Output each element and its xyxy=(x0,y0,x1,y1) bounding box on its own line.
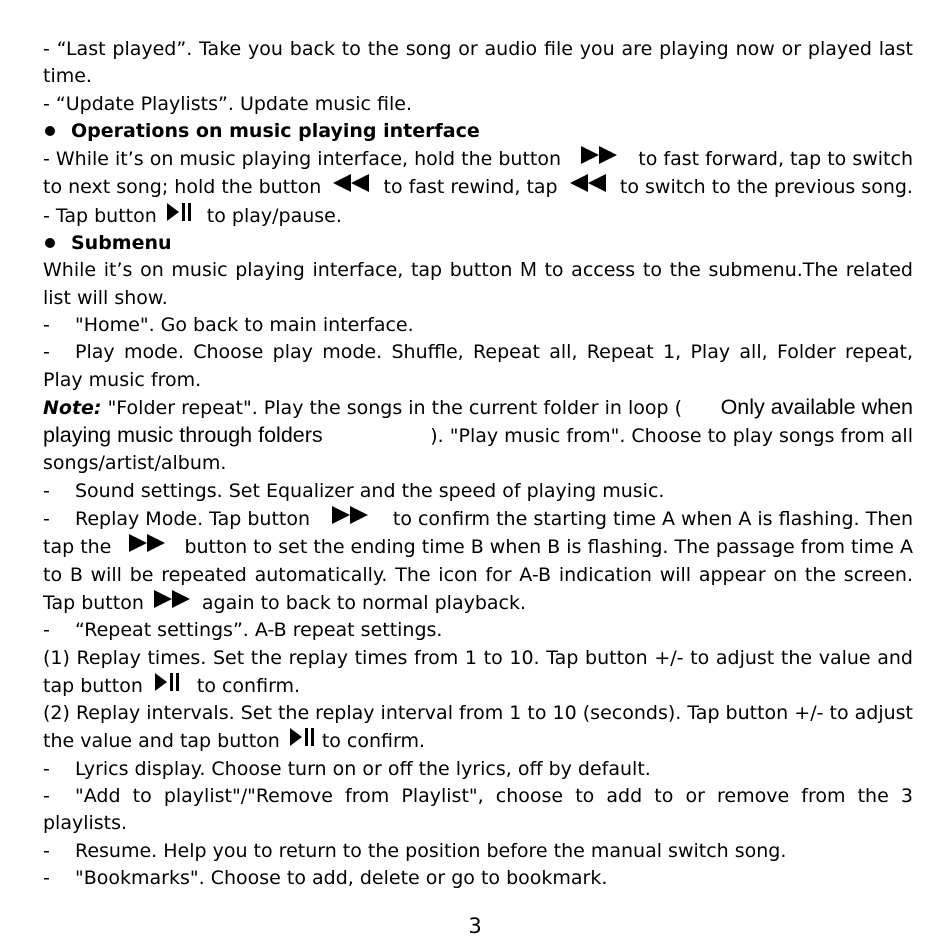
rewind-icon xyxy=(333,173,371,193)
section-heading: Operations on music playing interface xyxy=(43,118,913,145)
text-line: (2) Replay intervals. Set the replay interval from 1 to 10 (seconds). Tap button +/- to adjust xyxy=(43,702,913,725)
text-line: - “Update Playlists”. Update music file. xyxy=(43,92,412,115)
text-line: - “Last played”. Take you back to the song or audio file you are playing now or played last xyxy=(43,38,913,60)
fast-forward-icon xyxy=(332,505,370,525)
text-line: Note: "Folder repeat". Play the songs in the current folder in loop ( Only available when xyxy=(43,394,913,419)
text-line: - Resume. Help you to return to the position before the manual switch song. xyxy=(43,839,787,862)
bullet-icon xyxy=(45,126,55,136)
text-line: Play music from. xyxy=(43,368,202,391)
text-line: list will show. xyxy=(43,286,168,309)
text-line: - "Home". Go back to main interface. xyxy=(43,313,414,336)
play-pause-icon xyxy=(155,672,181,692)
text-line: - While it’s on music playing interface, hold the button to fast forward, tap to switch xyxy=(43,145,913,173)
play-pause-icon xyxy=(167,202,193,222)
play-pause-icon xyxy=(290,727,316,747)
text-line: songs/artist/album. xyxy=(43,452,227,475)
manual-page xyxy=(43,36,913,892)
text-line: - Sound settings. Set Equalizer and the speed of playing music. xyxy=(43,479,665,502)
text-line: - Tap button to play/pause. xyxy=(43,202,913,230)
text-line: (1) Replay times. Set the replay times from 1 to 10. Tap button +/- to adjust the value and xyxy=(43,646,913,669)
text-line: the value and tap button to confirm. xyxy=(43,727,913,755)
text-line: tap button to confirm. xyxy=(43,672,913,700)
fast-forward-icon xyxy=(154,589,192,609)
text-line: to next song; hold the button to fast rewind, tap to switch to the previous song. xyxy=(43,173,913,201)
text-line: - "Add to playlist"/"Remove from Playlist", choose to add to or remove from the 3 xyxy=(43,785,913,808)
text-line: playing music through folders ). "Play music from". Choose to play songs from all xyxy=(43,423,913,448)
text-line: - “Repeat settings”. A-B repeat settings. xyxy=(43,619,443,642)
fast-forward-icon xyxy=(581,145,619,165)
text-line: - Play mode. Choose play mode. Shuffle, Repeat all, Repeat 1, Play all, Folder repeat, xyxy=(43,341,913,364)
text-line: time. xyxy=(43,65,92,88)
text-line: to B will be repeated automatically. The icon for A-B indication will appear on the screen. xyxy=(43,563,913,586)
text-line: playlists. xyxy=(43,812,128,835)
text-line: Tap button again to back to normal playback. xyxy=(43,589,913,617)
bullet-icon xyxy=(45,238,55,248)
text-line: - Replay Mode. Tap button to confirm the starting time A when A is flashing. Then xyxy=(43,505,913,533)
fast-forward-icon xyxy=(129,533,167,553)
text-line: - Lyrics display. Choose turn on or off the lyrics, off by default. xyxy=(43,757,651,780)
section-heading: Submenu xyxy=(43,230,913,257)
page-number: 3 xyxy=(468,914,482,938)
text-line: tap the button to set the ending time B when B is flashing. The passage from time A xyxy=(43,533,913,561)
text-line: - "Bookmarks". Choose to add, delete or go to bookmark. xyxy=(43,866,608,889)
rewind-icon xyxy=(570,173,608,193)
text-line: While it’s on music playing interface, tap button M to access to the submenu.The related xyxy=(43,259,913,282)
